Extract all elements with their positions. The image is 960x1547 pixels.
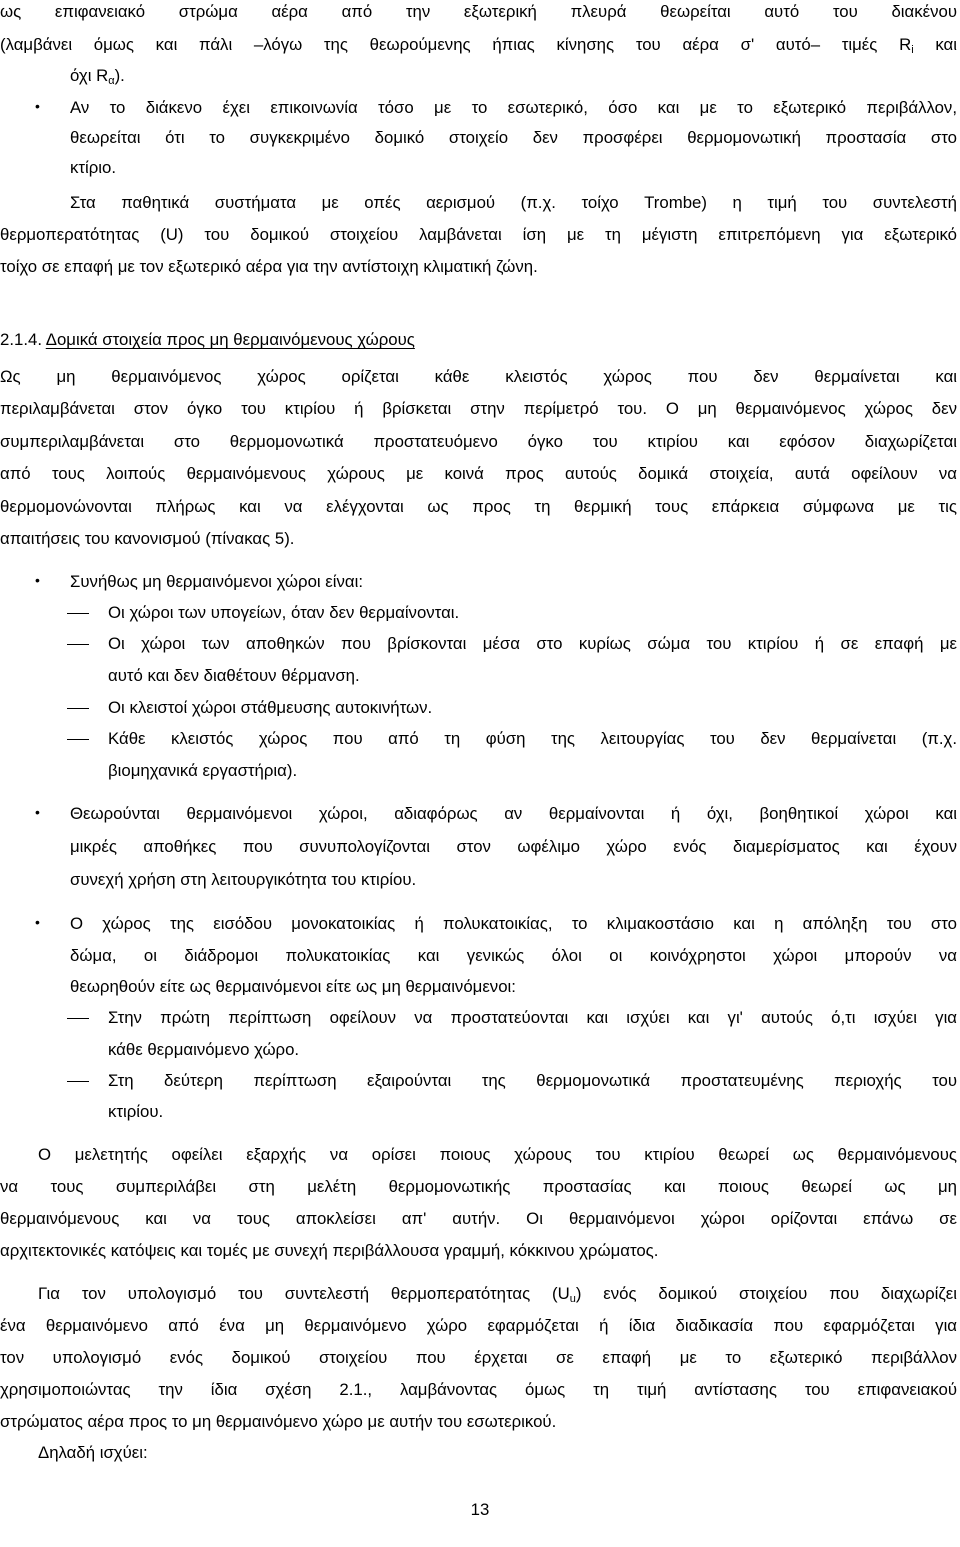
section-number: 2.1.4. xyxy=(0,330,42,349)
text-line: Στα παθητικά συστήματα με οπές αερισμού (π.χ. τοίχο Trombe) η τιμή του συντελεστή xyxy=(70,193,957,212)
text-fragment: (λαμβάνει όμως και πάλι –λόγω της θεωρούμενης ήπιας κίνησης του αέρα σ' αυτό– τιμές R xyxy=(0,35,912,54)
text-line: θερμομονώνονται πλήρως και να ελέγχονται ως προς τη θερμική τους επάρκεια σύμφωνα με τις xyxy=(0,497,957,516)
text-line xyxy=(70,66,125,86)
bullet-icon: • xyxy=(35,914,40,930)
subscript: α xyxy=(108,75,115,87)
list-item: Στην πρώτη περίπτωση οφείλουν να προστατεύονται και ισχύει και γι' αυτούς ό,τι ισχύει για xyxy=(108,1008,957,1027)
text-line: θερμοπερατότητας (U) του δομικού στοιχείου λαμβάνεται ίση με τη μέγιστη επιτρεπόμενη για εξωτερικό xyxy=(0,225,957,244)
dash-icon xyxy=(67,644,89,645)
list-item: Συνήθως μη θερμαινόμενοι χώροι είναι: xyxy=(70,572,363,591)
list-item: κάθε θερμαινόμενο χώρο. xyxy=(108,1040,300,1059)
text-fragment: ) ενός δομικού στοιχείου που διαχωρίζει xyxy=(575,1284,957,1303)
text-line: Αν το διάκενο έχει επικοινωνία τόσο με το εσωτερικό, όσο και με το εξωτερικό περιβάλλον, xyxy=(70,98,957,117)
list-item: αυτό και δεν διαθέτουν θέρμανση. xyxy=(108,666,360,685)
dash-icon xyxy=(67,613,89,614)
dash-icon xyxy=(67,1018,89,1019)
text-line: κτίριο. xyxy=(70,158,117,177)
bullet-icon: • xyxy=(35,572,40,588)
bullet-icon: • xyxy=(35,804,40,820)
dash-icon xyxy=(67,708,89,709)
text-fragment: Για τον υπολογισμό του συντελεστή θερμοπερατότητας (U xyxy=(38,1284,570,1303)
list-item: Θεωρούνται θερμαινόμενοι χώροι, αδιαφόρως αν θερμαίνονται ή όχι, βοηθητικοί χώροι και xyxy=(70,804,957,823)
dash-icon xyxy=(67,1081,89,1082)
dash-icon xyxy=(67,739,89,740)
text-fragment: και xyxy=(913,35,957,54)
text-line: ένα θερμαινόμενο από ένα μη θερμαινόμενο χώρο εφαρμόζεται ή ίδια διαδικασία που εφαρμόζεται για xyxy=(0,1316,957,1335)
text-line: ως επιφανειακό στρώμα αέρα από την εξωτερική πλευρά θεωρείται αυτό του διακένου xyxy=(0,2,957,21)
bullet-icon: • xyxy=(35,98,40,114)
list-item: Ο χώρος της εισόδου μονοκατοικίας ή πολυκατοικίας, το κλιμακοστάσιο και η απόληξη του στο xyxy=(70,914,957,933)
list-item: κτιρίου. xyxy=(108,1102,164,1121)
text-line: να τους συμπεριλάβει στη μελέτη θερμομονωτικής προστασίας και ποιους θεωρεί ως μη xyxy=(0,1177,957,1196)
text-line xyxy=(38,1284,957,1304)
text-line: αρχιτεκτονικές κατόψεις και τομές με συνεχή περιβάλλουσα γραμμή, κόκκινου χρώματος. xyxy=(0,1241,659,1260)
text-fragment: ). xyxy=(114,66,125,85)
text-line: περιλαμβάνεται στον όγκο του κτιρίου ή βρίσκεται στην περίμετρό του. Ο μη θερμαινόμενος χώρος δεν xyxy=(0,399,957,418)
text-line: συμπεριλαμβάνεται στο θερμομονωτικά προστατευόμενο όγκο του κτιρίου και εφόσον διαχωρίζεται xyxy=(0,432,957,451)
text-fragment: όχι R xyxy=(70,66,109,85)
list-item: δώμα, οι διάδρομοι πολυκατοικίας και γενικώς όλοι οι κοινόχρηστοι χώροι μπορούν να xyxy=(70,946,957,965)
list-item: συνεχή χρήση στη λειτουργικότητα του κτιρίου. xyxy=(70,870,417,889)
list-item: Στη δεύτερη περίπτωση εξαιρούνται της θερμομονωτικά προστατευμένης περιοχής του xyxy=(108,1071,957,1090)
list-item: Οι χώροι των υπογείων, όταν δεν θερμαίνονται. xyxy=(108,603,460,622)
list-item: θεωρηθούν είτε ως θερμαινόμενοι είτε ως μη θερμαινόμενοι: xyxy=(70,977,516,996)
text-line: Ως μη θερμαινόμενος χώρος ορίζεται κάθε κλειστός χώρος που δεν θερμαίνεται και xyxy=(0,367,957,386)
page-number: 13 xyxy=(470,1500,490,1519)
text-line: απαιτήσεις του κανονισμού (πίνακας 5). xyxy=(0,529,295,548)
section-heading xyxy=(0,330,415,350)
list-item: μικρές αποθήκες που συνυπολογίζονται στον ωφέλιμο χώρο ενός διαμερίσματος και έχουν xyxy=(70,837,957,856)
list-item: Οι κλειστοί χώροι στάθμευσης αυτοκινήτων. xyxy=(108,698,433,717)
text-line: θερμαινόμενους και να τους αποκλείσει απ' αυτήν. Οι θερμαινόμενοι χώροι ορίζονται επάνω σε xyxy=(0,1209,957,1228)
section-title: Δομικά στοιχεία προς μη θερμαινόμενους χώρους xyxy=(45,330,415,349)
text-line xyxy=(0,35,957,55)
text-line: Ο μελετητής οφείλει εξαρχής να ορίσει ποιους χώρους του κτιρίου θεωρεί ως θερμαινόμενους xyxy=(38,1145,957,1164)
list-item: βιομηχανικά εργαστήρια). xyxy=(108,761,298,780)
text-line: τον υπολογισμό ενός δομικού στοιχείου που έρχεται σε επαφή με το εξωτερικό περιβάλλον xyxy=(0,1348,957,1367)
text-line: θεωρείται ότι το συγκεκριμένο δομικό στοιχείο δεν προσφέρει θερμομονωτική προστασία στο xyxy=(70,128,957,147)
text-line: χρησιμοποιώντας την ίδια σχέση 2.1., λαμβάνοντας όμως τη τιμή αντίστασης του επιφανειακού xyxy=(0,1380,957,1399)
subscript: u xyxy=(569,1293,576,1305)
text-line: από τους λοιπούς θερμαινόμενους χώρους με κοινά προς αυτούς δομικά στοιχεία, αυτά οφείλουν να xyxy=(0,464,957,483)
list-item: Κάθε κλειστός χώρος που από τη φύση της λειτουργίας του δεν θερμαίνεται (π.χ. xyxy=(108,729,957,748)
list-item: Οι χώροι των αποθηκών που βρίσκονται μέσα στο κυρίως σώμα του κτιρίου ή σε επαφή με xyxy=(108,634,957,653)
text-line: τοίχο σε επαφή με τον εξωτερικό αέρα για την αντίστοιχη κλιματική ζώνη. xyxy=(0,257,538,276)
text-line: Δηλαδή ισχύει: xyxy=(38,1443,148,1462)
subscript: i xyxy=(911,44,914,56)
text-line: στρώματος αέρα προς το μη θερμαινόμενο χώρο με αυτήν του εσωτερικού. xyxy=(0,1412,557,1431)
